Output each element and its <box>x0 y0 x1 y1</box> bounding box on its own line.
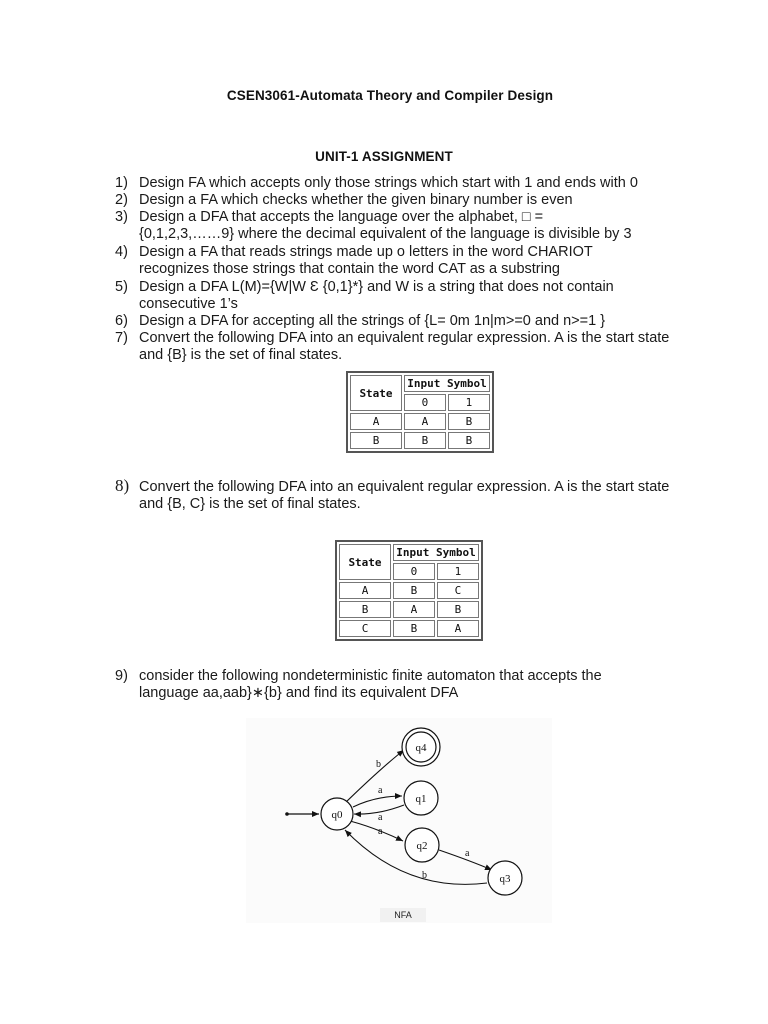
dfa-table-q8 <box>335 540 483 641</box>
state-q0 <box>321 798 353 830</box>
unit-title: UNIT-1 ASSIGNMENT <box>315 149 453 164</box>
state-label-q2: q2 <box>416 840 428 852</box>
dfa-table-q7 <box>346 371 494 453</box>
question-text: Design a DFA that accepts the language over the alphabet, □ = <box>139 209 544 225</box>
question-number: 6) <box>115 313 128 329</box>
state-cell: A <box>350 413 402 430</box>
question-number: 9) <box>115 668 128 684</box>
edge-label-q0-q1: a <box>378 785 383 796</box>
state-label-q3: q3 <box>499 873 511 885</box>
state-label-q4: q4 <box>415 742 427 754</box>
transition-cell: C <box>437 582 479 599</box>
state-q4 <box>402 728 440 766</box>
state-cell: C <box>339 620 391 637</box>
table-row <box>339 620 479 637</box>
table-row <box>339 601 479 618</box>
document-title: CSEN3061-Automata Theory and Compiler Design <box>226 88 554 103</box>
transition-cell: B <box>437 601 479 618</box>
edge-label-q3-q0: b <box>422 870 427 881</box>
question-number: 7) <box>115 330 128 346</box>
question-text-line-2: and {B, C} is the set of final states. <box>139 496 361 512</box>
question-number: 2) <box>115 192 128 208</box>
table-row <box>339 582 479 599</box>
transition-cell: A <box>404 413 446 430</box>
input-symbol-header: Input Symbol <box>404 375 490 392</box>
transition-cell: B <box>393 582 435 599</box>
question-number: 3) <box>115 209 128 225</box>
state-header: State <box>339 544 391 580</box>
question-number: 8) <box>115 476 130 495</box>
question-text: Convert the following DFA into an equivalent regular expression. A is the start state <box>139 330 670 346</box>
question-text-line-2: recognizes those strings that contain the word CAT as a substring <box>139 261 560 277</box>
edge-label-q1-q0: a <box>378 812 383 823</box>
edge-q0-q2 <box>350 821 403 841</box>
start-dot <box>285 812 289 816</box>
state-header: State <box>350 375 402 411</box>
state-cell: B <box>339 601 391 618</box>
edge-label-q0-q2: a <box>378 826 383 837</box>
state-cell: A <box>339 582 391 599</box>
symbol-0-header: 0 <box>393 563 435 580</box>
symbol-1-header: 1 <box>437 563 479 580</box>
state-label-q1: q1 <box>415 793 427 805</box>
table-row <box>350 432 490 449</box>
symbol-0-header: 0 <box>404 394 446 411</box>
nfa-caption: NFA <box>380 908 426 922</box>
question-text: consider the following nondeterministic finite automaton that accepts the <box>139 668 602 684</box>
question-number: 4) <box>115 244 128 260</box>
transition-cell: B <box>404 432 446 449</box>
table-row <box>350 413 490 430</box>
question-text: Design a DFA for accepting all the strings of {L= 0m 1n|m>=0 and n>=1 } <box>139 313 606 329</box>
transition-cell: A <box>437 620 479 637</box>
state-label-q0: q0 <box>331 809 343 821</box>
transition-cell: A <box>393 601 435 618</box>
state-q3 <box>488 861 522 895</box>
transition-cell: B <box>448 432 490 449</box>
edge-q0-q1 <box>353 796 402 807</box>
state-cell: B <box>350 432 402 449</box>
question-text-line-2: and {B} is the set of final states. <box>139 347 343 363</box>
nfa-diagram <box>246 718 552 923</box>
question-text-line-2: consecutive 1’s <box>139 296 238 312</box>
question-number: 5) <box>115 279 128 295</box>
transition-cell: B <box>393 620 435 637</box>
question-number: 1) <box>115 175 128 191</box>
state-q2 <box>405 828 439 862</box>
question-text: Design a DFA L(M)={W|W Ɛ {0,1}*} and W is a string that does not contain <box>139 279 614 295</box>
question-text: Convert the following DFA into an equivalent regular expression. A is the start state <box>139 479 670 495</box>
input-symbol-header: Input Symbol <box>393 544 479 561</box>
symbol-1-header: 1 <box>448 394 490 411</box>
question-text: Design a FA which checks whether the given binary number is even <box>139 192 573 208</box>
state-q1 <box>404 781 438 815</box>
question-text: Design FA which accepts only those strings which start with 1 and ends with 0 <box>139 175 638 191</box>
question-text-line-2: language aa,aab}∗{b} and find its equivalent DFA <box>139 685 459 701</box>
question-text-line-2: {0,1,2,3,……9} where the decimal equivalent of the language is divisible by 3 <box>139 226 632 242</box>
transition-cell: B <box>448 413 490 430</box>
question-text: Design a FA that reads strings made up o letters in the word CHARIOT <box>139 244 593 260</box>
edge-label-q0-q4: b <box>376 759 381 770</box>
edge-label-q2-q3: a <box>465 848 470 859</box>
